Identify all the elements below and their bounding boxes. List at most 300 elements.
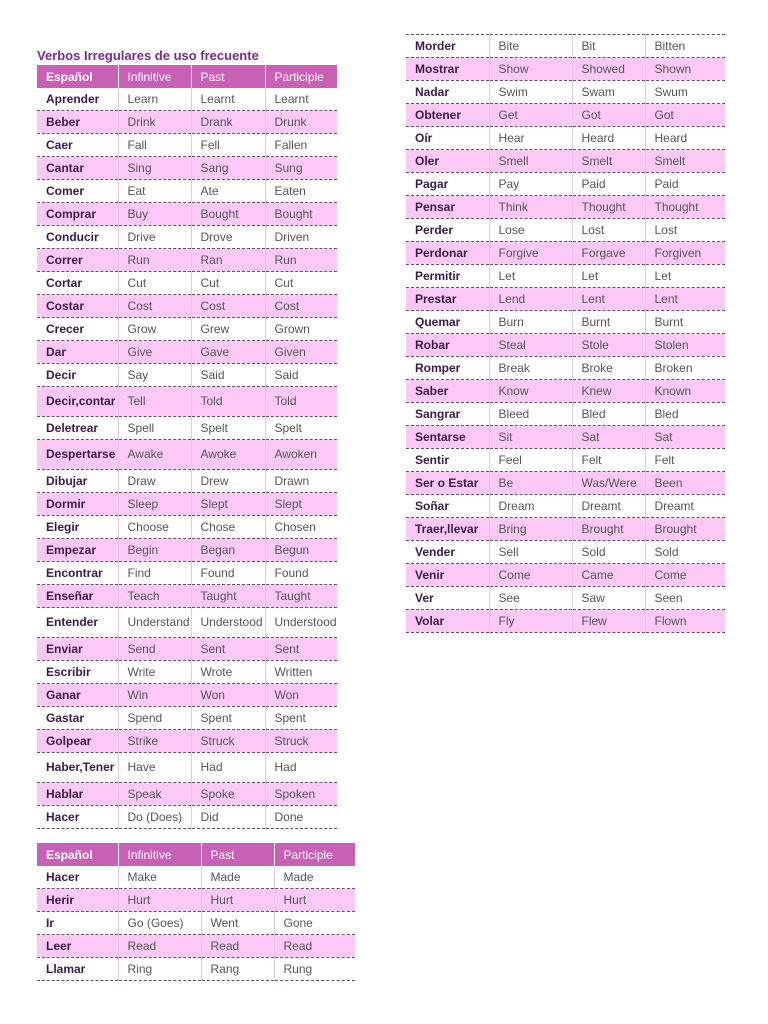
verb-table-2 <box>406 34 725 633</box>
past-cell: Found <box>191 562 265 585</box>
participle-cell: Told <box>265 387 337 417</box>
table-row <box>37 608 337 638</box>
participle-cell: Stolen <box>645 334 725 357</box>
participle-cell: Lent <box>645 288 725 311</box>
participle-cell: Read <box>274 935 355 958</box>
past-cell: Bled <box>572 403 645 426</box>
table-row <box>406 380 725 403</box>
spanish-cell: Sangrar <box>406 403 489 426</box>
spanish-cell: Decir,contar <box>37 387 118 417</box>
spanish-cell: Cantar <box>37 157 118 180</box>
participle-cell: Drunk <box>265 111 337 134</box>
past-cell: Chose <box>191 516 265 539</box>
past-cell: Spoke <box>191 783 265 806</box>
spanish-cell: Herir <box>37 889 118 912</box>
table-row <box>37 539 337 562</box>
participle-cell: Slept <box>265 493 337 516</box>
past-cell: Cost <box>191 295 265 318</box>
participle-cell: Found <box>265 562 337 585</box>
table-row <box>406 81 725 104</box>
spanish-cell: Entender <box>37 608 118 638</box>
spanish-cell: Oír <box>406 127 489 150</box>
participle-cell: Done <box>265 806 337 829</box>
infinitive-cell: Tell <box>118 387 191 417</box>
participle-cell: Been <box>645 472 725 495</box>
participle-cell: Run <box>265 249 337 272</box>
spanish-cell: Beber <box>37 111 118 134</box>
header-infinitive: Infinitive <box>118 843 201 866</box>
spanish-cell: Mostrar <box>406 58 489 81</box>
past-cell: Burnt <box>572 311 645 334</box>
spanish-cell: Costar <box>37 295 118 318</box>
participle-cell: Let <box>645 265 725 288</box>
infinitive-cell: Read <box>118 935 201 958</box>
table-row <box>406 104 725 127</box>
participle-cell: Eaten <box>265 180 337 203</box>
table-row <box>37 684 337 707</box>
spanish-cell: Elegir <box>37 516 118 539</box>
table-row <box>37 585 337 608</box>
past-cell: Told <box>191 387 265 417</box>
infinitive-cell: Get <box>489 104 572 127</box>
spanish-cell: Obtener <box>406 104 489 127</box>
spanish-cell: Quemar <box>406 311 489 334</box>
past-cell: Stole <box>572 334 645 357</box>
past-cell: Sang <box>191 157 265 180</box>
spanish-cell: Conducir <box>37 226 118 249</box>
infinitive-cell: Pay <box>489 173 572 196</box>
participle-cell: Burnt <box>645 311 725 334</box>
past-cell: Made <box>201 866 274 889</box>
past-cell: Thought <box>572 196 645 219</box>
participle-cell: Swum <box>645 81 725 104</box>
participle-cell: Paid <box>645 173 725 196</box>
table-row <box>406 518 725 541</box>
infinitive-cell: Do (Does) <box>118 806 191 829</box>
infinitive-cell: Forgive <box>489 242 572 265</box>
table-row <box>37 935 355 958</box>
past-cell: Grew <box>191 318 265 341</box>
table-row <box>37 295 337 318</box>
table-row <box>406 564 725 587</box>
past-cell: Lost <box>572 219 645 242</box>
spanish-cell: Sentir <box>406 449 489 472</box>
table-row <box>406 196 725 219</box>
table-row <box>37 157 337 180</box>
infinitive-cell: Say <box>118 364 191 387</box>
spanish-cell: Caer <box>37 134 118 157</box>
infinitive-cell: Lend <box>489 288 572 311</box>
table-row <box>37 111 337 134</box>
table-row <box>37 707 337 730</box>
header-past: Past <box>191 65 265 88</box>
past-cell: Rang <box>201 958 274 981</box>
page-title: Verbos Irregulares de uso frecuente <box>37 48 259 63</box>
participle-cell: Spent <box>265 707 337 730</box>
table-row <box>37 249 337 272</box>
header-participle: Participle <box>265 65 337 88</box>
infinitive-cell: Come <box>489 564 572 587</box>
spanish-cell: Nadar <box>406 81 489 104</box>
past-cell: Drank <box>191 111 265 134</box>
participle-cell: Grown <box>265 318 337 341</box>
past-cell: Taught <box>191 585 265 608</box>
infinitive-cell: Speak <box>118 783 191 806</box>
participle-cell: Bought <box>265 203 337 226</box>
participle-cell: Forgiven <box>645 242 725 265</box>
header-past: Past <box>201 843 274 866</box>
table-row <box>37 417 337 440</box>
past-cell: Brought <box>572 518 645 541</box>
past-cell: Ran <box>191 249 265 272</box>
infinitive-cell: Burn <box>489 311 572 334</box>
table-row <box>37 226 337 249</box>
past-cell: Forgave <box>572 242 645 265</box>
participle-cell: Bitten <box>645 35 725 58</box>
spanish-cell: Perder <box>406 219 489 242</box>
participle-cell: Written <box>265 661 337 684</box>
table-row <box>37 134 337 157</box>
past-cell: Heard <box>572 127 645 150</box>
participle-cell: Spoken <box>265 783 337 806</box>
spanish-cell: Decir <box>37 364 118 387</box>
participle-cell: Cost <box>265 295 337 318</box>
spanish-cell: Morder <box>406 35 489 58</box>
table-row <box>406 610 725 633</box>
participle-cell: Begun <box>265 539 337 562</box>
infinitive-cell: Lose <box>489 219 572 242</box>
spanish-cell: Leer <box>37 935 118 958</box>
table-row <box>37 440 337 470</box>
infinitive-cell: Fly <box>489 610 572 633</box>
infinitive-cell: Spell <box>118 417 191 440</box>
spanish-cell: Golpear <box>37 730 118 753</box>
past-cell: Spelt <box>191 417 265 440</box>
past-cell: Struck <box>191 730 265 753</box>
participle-cell: Broken <box>645 357 725 380</box>
infinitive-cell: See <box>489 587 572 610</box>
header-espanol: Español <box>37 65 118 88</box>
past-cell: Swam <box>572 81 645 104</box>
infinitive-cell: Awake <box>118 440 191 470</box>
infinitive-cell: Sleep <box>118 493 191 516</box>
past-cell: Understood <box>191 608 265 638</box>
spanish-cell: Permitir <box>406 265 489 288</box>
spanish-cell: Ser o Estar <box>406 472 489 495</box>
past-cell: Said <box>191 364 265 387</box>
past-cell: Won <box>191 684 265 707</box>
spanish-cell: Deletrear <box>37 417 118 440</box>
past-cell: Ate <box>191 180 265 203</box>
past-cell: Drew <box>191 470 265 493</box>
participle-cell: Understood <box>265 608 337 638</box>
table-row <box>406 150 725 173</box>
past-cell: Hurt <box>201 889 274 912</box>
infinitive-cell: Eat <box>118 180 191 203</box>
participle-cell: Cut <box>265 272 337 295</box>
verb-table-1 <box>37 65 337 829</box>
table-row <box>406 288 725 311</box>
past-cell: Let <box>572 265 645 288</box>
table-row <box>406 58 725 81</box>
table-row <box>406 265 725 288</box>
infinitive-cell: Draw <box>118 470 191 493</box>
spanish-cell: Dar <box>37 341 118 364</box>
past-cell: Went <box>201 912 274 935</box>
infinitive-cell: Buy <box>118 203 191 226</box>
table-row <box>37 912 355 935</box>
infinitive-cell: Feel <box>489 449 572 472</box>
infinitive-cell: Go (Goes) <box>118 912 201 935</box>
past-cell: Wrote <box>191 661 265 684</box>
participle-cell: Sent <box>265 638 337 661</box>
participle-cell: Heard <box>645 127 725 150</box>
participle-cell: Thought <box>645 196 725 219</box>
infinitive-cell: Fall <box>118 134 191 157</box>
table-row <box>37 88 337 111</box>
past-cell: Bit <box>572 35 645 58</box>
table-row <box>406 311 725 334</box>
header-infinitive: Infinitive <box>118 65 191 88</box>
table-row <box>37 470 337 493</box>
infinitive-cell: Break <box>489 357 572 380</box>
table-row <box>37 889 355 912</box>
participle-cell: Felt <box>645 449 725 472</box>
spanish-cell: Llamar <box>37 958 118 981</box>
participle-cell: Had <box>265 753 337 783</box>
spanish-cell: Despertarse <box>37 440 118 470</box>
infinitive-cell: Run <box>118 249 191 272</box>
spanish-cell: Aprender <box>37 88 118 111</box>
spanish-cell: Crecer <box>37 318 118 341</box>
infinitive-cell: Smell <box>489 150 572 173</box>
spanish-cell: Enviar <box>37 638 118 661</box>
past-cell: Knew <box>572 380 645 403</box>
participle-cell: Struck <box>265 730 337 753</box>
infinitive-cell: Ring <box>118 958 201 981</box>
spanish-cell: Romper <box>406 357 489 380</box>
spanish-cell: Pensar <box>406 196 489 219</box>
table-row <box>406 127 725 150</box>
spanish-cell: Dormir <box>37 493 118 516</box>
participle-cell: Won <box>265 684 337 707</box>
table-row <box>37 730 337 753</box>
past-cell: Sat <box>572 426 645 449</box>
past-cell: Got <box>572 104 645 127</box>
infinitive-cell: Hurt <box>118 889 201 912</box>
table-row <box>37 806 337 829</box>
infinitive-cell: Swim <box>489 81 572 104</box>
participle-cell: Gone <box>274 912 355 935</box>
participle-cell: Come <box>645 564 725 587</box>
table-row <box>37 562 337 585</box>
past-cell: Smelt <box>572 150 645 173</box>
table-row <box>37 203 337 226</box>
past-cell: Had <box>191 753 265 783</box>
past-cell: Sent <box>191 638 265 661</box>
infinitive-cell: Dream <box>489 495 572 518</box>
participle-cell: Learnt <box>265 88 337 111</box>
table-row <box>406 472 725 495</box>
participle-cell: Made <box>274 866 355 889</box>
infinitive-cell: Spend <box>118 707 191 730</box>
infinitive-cell: Bleed <box>489 403 572 426</box>
spanish-cell: Traer,llevar <box>406 518 489 541</box>
participle-cell: Flown <box>645 610 725 633</box>
table-row <box>37 661 337 684</box>
past-cell: Read <box>201 935 274 958</box>
participle-cell: Bled <box>645 403 725 426</box>
table-row <box>406 334 725 357</box>
spanish-cell: Robar <box>406 334 489 357</box>
spanish-cell: Correr <box>37 249 118 272</box>
infinitive-cell: Have <box>118 753 191 783</box>
table-row <box>406 495 725 518</box>
table-row <box>37 783 337 806</box>
past-cell: Flew <box>572 610 645 633</box>
infinitive-cell: Sell <box>489 541 572 564</box>
past-cell: Came <box>572 564 645 587</box>
past-cell: Learnt <box>191 88 265 111</box>
spanish-cell: Pagar <box>406 173 489 196</box>
past-cell: Lent <box>572 288 645 311</box>
past-cell: Cut <box>191 272 265 295</box>
participle-cell: Sat <box>645 426 725 449</box>
table-row <box>406 357 725 380</box>
past-cell: Paid <box>572 173 645 196</box>
spanish-cell: Dibujar <box>37 470 118 493</box>
spanish-cell: Ganar <box>37 684 118 707</box>
past-cell: Began <box>191 539 265 562</box>
participle-cell: Drawn <box>265 470 337 493</box>
verb-table-3 <box>37 843 355 981</box>
past-cell: Bought <box>191 203 265 226</box>
participle-cell: Sung <box>265 157 337 180</box>
past-cell: Fell <box>191 134 265 157</box>
header-espanol: Español <box>37 843 118 866</box>
infinitive-cell: Grow <box>118 318 191 341</box>
spanish-cell: Venir <box>406 564 489 587</box>
table-row <box>406 173 725 196</box>
participle-cell: Brought <box>645 518 725 541</box>
participle-cell: Smelt <box>645 150 725 173</box>
table-row <box>37 866 355 889</box>
infinitive-cell: Write <box>118 661 191 684</box>
participle-cell: Given <box>265 341 337 364</box>
table-row <box>406 541 725 564</box>
participle-cell: Chosen <box>265 516 337 539</box>
participle-cell: Awoken <box>265 440 337 470</box>
table-row <box>37 318 337 341</box>
infinitive-cell: Drive <box>118 226 191 249</box>
table-row <box>37 753 337 783</box>
table-row <box>37 958 355 981</box>
spanish-cell: Hacer <box>37 806 118 829</box>
infinitive-cell: Be <box>489 472 572 495</box>
spanish-cell: Hablar <box>37 783 118 806</box>
participle-cell: Lost <box>645 219 725 242</box>
table-row <box>406 449 725 472</box>
infinitive-cell: Teach <box>118 585 191 608</box>
infinitive-cell: Show <box>489 58 572 81</box>
infinitive-cell: Steal <box>489 334 572 357</box>
infinitive-cell: Strike <box>118 730 191 753</box>
infinitive-cell: Know <box>489 380 572 403</box>
spanish-cell: Perdonar <box>406 242 489 265</box>
past-cell: Dreamt <box>572 495 645 518</box>
past-cell: Broke <box>572 357 645 380</box>
infinitive-cell: Learn <box>118 88 191 111</box>
participle-cell: Fallen <box>265 134 337 157</box>
infinitive-cell: Make <box>118 866 201 889</box>
participle-cell: Hurt <box>274 889 355 912</box>
past-cell: Drove <box>191 226 265 249</box>
infinitive-cell: Find <box>118 562 191 585</box>
spanish-cell: Oler <box>406 150 489 173</box>
spanish-cell: Vender <box>406 541 489 564</box>
spanish-cell: Comer <box>37 180 118 203</box>
table-row <box>37 387 337 417</box>
participle-cell: Spelt <box>265 417 337 440</box>
spanish-cell: Gastar <box>37 707 118 730</box>
participle-cell: Got <box>645 104 725 127</box>
participle-cell: Dreamt <box>645 495 725 518</box>
table-row <box>406 587 725 610</box>
table-row <box>37 180 337 203</box>
spanish-cell: Saber <box>406 380 489 403</box>
table-row <box>406 403 725 426</box>
spanish-cell: Escribir <box>37 661 118 684</box>
infinitive-cell: Choose <box>118 516 191 539</box>
participle-cell: Driven <box>265 226 337 249</box>
infinitive-cell: Think <box>489 196 572 219</box>
spanish-cell: Empezar <box>37 539 118 562</box>
spanish-cell: Sentarse <box>406 426 489 449</box>
past-cell: Felt <box>572 449 645 472</box>
spanish-cell: Enseñar <box>37 585 118 608</box>
spanish-cell: Hacer <box>37 866 118 889</box>
participle-cell: Said <box>265 364 337 387</box>
infinitive-cell: Sing <box>118 157 191 180</box>
past-cell: Sold <box>572 541 645 564</box>
table-row <box>406 35 725 58</box>
infinitive-cell: Bring <box>489 518 572 541</box>
infinitive-cell: Win <box>118 684 191 707</box>
past-cell: Spent <box>191 707 265 730</box>
participle-cell: Rung <box>274 958 355 981</box>
participle-cell: Taught <box>265 585 337 608</box>
table-row <box>37 516 337 539</box>
participle-cell: Sold <box>645 541 725 564</box>
past-cell: Saw <box>572 587 645 610</box>
header-participle: Participle <box>274 843 355 866</box>
participle-cell: Seen <box>645 587 725 610</box>
table-header <box>37 843 355 866</box>
infinitive-cell: Let <box>489 265 572 288</box>
infinitive-cell: Sit <box>489 426 572 449</box>
table-row <box>37 364 337 387</box>
spanish-cell: Soñar <box>406 495 489 518</box>
spanish-cell: Ir <box>37 912 118 935</box>
table-row <box>37 272 337 295</box>
spanish-cell: Encontrar <box>37 562 118 585</box>
participle-cell: Shown <box>645 58 725 81</box>
spanish-cell: Haber,Tener <box>37 753 118 783</box>
infinitive-cell: Give <box>118 341 191 364</box>
spanish-cell: Ver <box>406 587 489 610</box>
table-row <box>37 638 337 661</box>
infinitive-cell: Send <box>118 638 191 661</box>
